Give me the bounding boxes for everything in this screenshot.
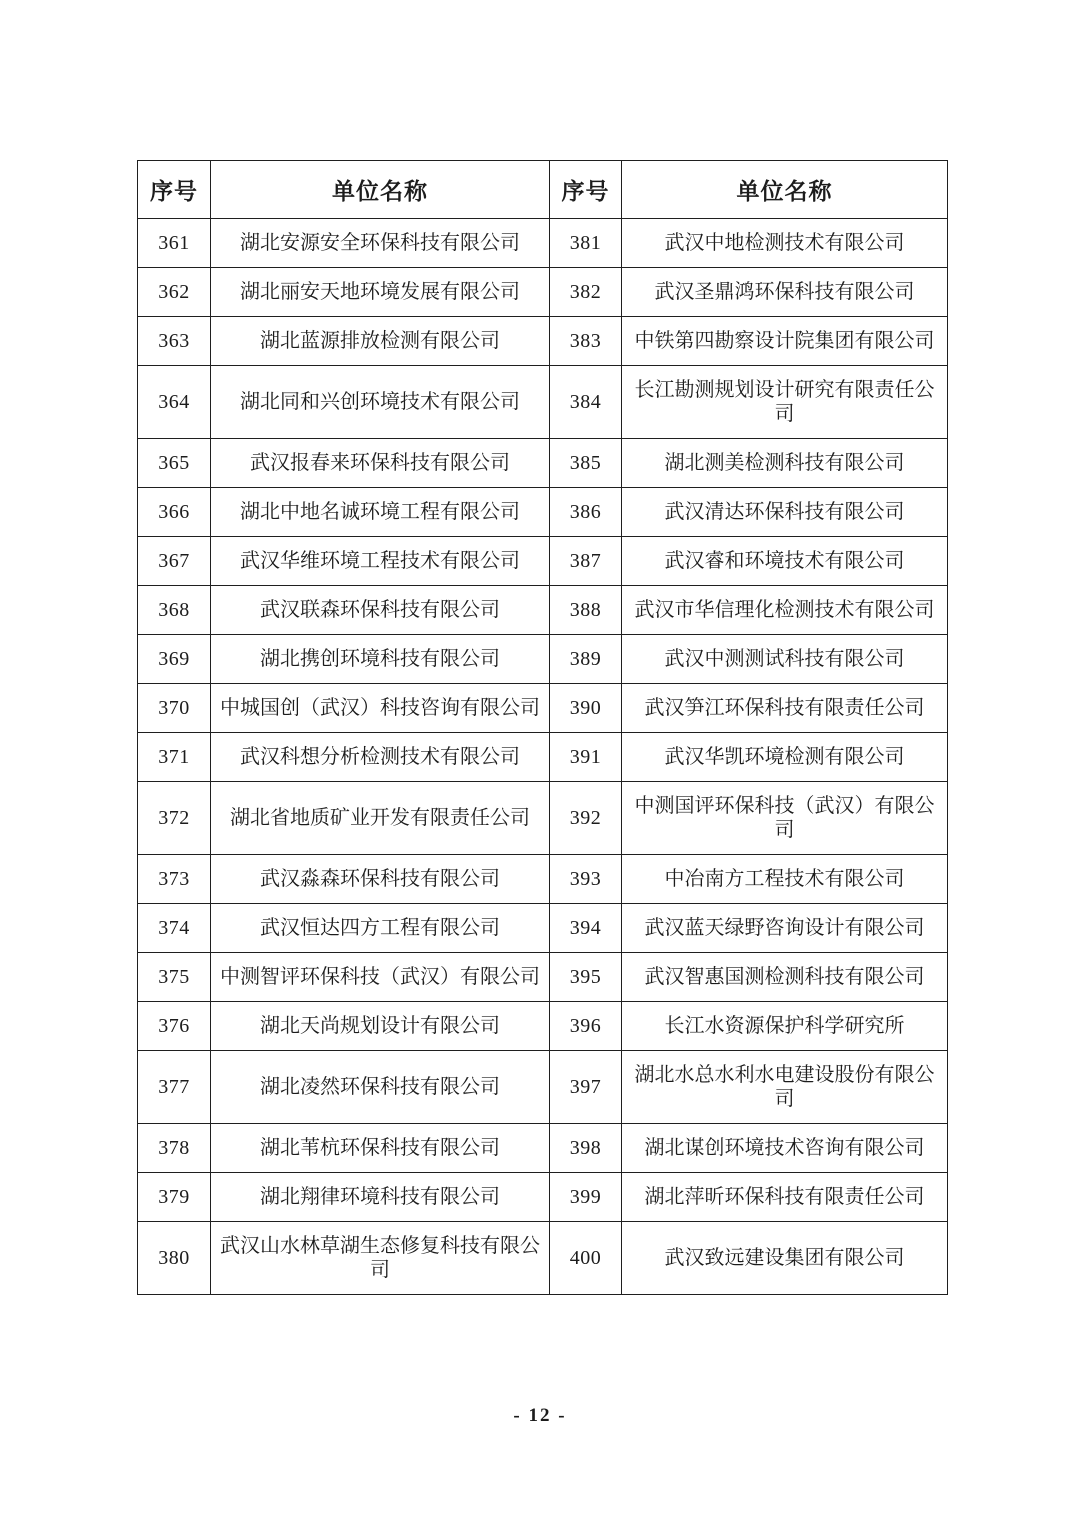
company-name-cell: 中测国评环保科技（武汉）有限公司: [622, 782, 948, 855]
table-row: [138, 317, 948, 366]
table-row: [138, 1222, 948, 1295]
serial-cell: 365: [138, 439, 211, 488]
serial-cell: 397: [550, 1051, 622, 1124]
table-row: [138, 684, 948, 733]
company-name-cell: 湖北天尚规划设计有限公司: [211, 1002, 550, 1051]
serial-cell: 373: [138, 855, 211, 904]
serial-cell: 387: [550, 537, 622, 586]
serial-cell: 398: [550, 1124, 622, 1173]
serial-cell: 374: [138, 904, 211, 953]
serial-cell: 383: [550, 317, 622, 366]
table-row: [138, 586, 948, 635]
company-name-cell: 武汉山水林草湖生态修复科技有限公司: [211, 1222, 550, 1295]
company-name-cell: 武汉中测测试科技有限公司: [622, 635, 948, 684]
company-name-cell: 中铁第四勘察设计院集团有限公司: [622, 317, 948, 366]
company-name-cell: 湖北苇杭环保科技有限公司: [211, 1124, 550, 1173]
company-name-cell: 武汉恒达四方工程有限公司: [211, 904, 550, 953]
company-name-cell: 武汉报春来环保科技有限公司: [211, 439, 550, 488]
table-row: [138, 733, 948, 782]
company-name-cell: 武汉笋江环保科技有限责任公司: [622, 684, 948, 733]
header-row: [138, 161, 948, 219]
header-name-right: 单位名称: [622, 161, 948, 219]
company-name-cell: 武汉圣鼎鸿环保科技有限公司: [622, 268, 948, 317]
company-name-cell: 长江勘测规划设计研究有限责任公司: [622, 366, 948, 439]
company-name-cell: 湖北蓝源排放检测有限公司: [211, 317, 550, 366]
company-list-table: [137, 160, 948, 1295]
company-name-cell: 湖北翔律环境科技有限公司: [211, 1173, 550, 1222]
serial-cell: 368: [138, 586, 211, 635]
serial-cell: 370: [138, 684, 211, 733]
company-name-cell: 中冶南方工程技术有限公司: [622, 855, 948, 904]
company-name-cell: 武汉智惠国测检测科技有限公司: [622, 953, 948, 1002]
page-number: - 12 -: [513, 1405, 567, 1426]
table-row: [138, 635, 948, 684]
serial-cell: 392: [550, 782, 622, 855]
company-name-cell: 湖北凌然环保科技有限公司: [211, 1051, 550, 1124]
serial-cell: 393: [550, 855, 622, 904]
serial-cell: 380: [138, 1222, 211, 1295]
table-row: [138, 537, 948, 586]
table-row: [138, 488, 948, 537]
serial-cell: 390: [550, 684, 622, 733]
serial-cell: 384: [550, 366, 622, 439]
serial-cell: 378: [138, 1124, 211, 1173]
company-name-cell: 中城国创（武汉）科技咨询有限公司: [211, 684, 550, 733]
serial-cell: 367: [138, 537, 211, 586]
table-row: [138, 1002, 948, 1051]
serial-cell: 394: [550, 904, 622, 953]
company-name-cell: 武汉睿和环境技术有限公司: [622, 537, 948, 586]
serial-cell: 388: [550, 586, 622, 635]
company-name-cell: 中测智评环保科技（武汉）有限公司: [211, 953, 550, 1002]
table-row: [138, 904, 948, 953]
serial-cell: 395: [550, 953, 622, 1002]
serial-cell: 362: [138, 268, 211, 317]
company-name-cell: 湖北安源安全环保科技有限公司: [211, 219, 550, 268]
table-row: [138, 953, 948, 1002]
serial-cell: 361: [138, 219, 211, 268]
header-serial-right: 序号: [550, 161, 622, 219]
table-row: [138, 855, 948, 904]
company-name-cell: 湖北省地质矿业开发有限责任公司: [211, 782, 550, 855]
serial-cell: 379: [138, 1173, 211, 1222]
serial-cell: 381: [550, 219, 622, 268]
serial-cell: 364: [138, 366, 211, 439]
serial-cell: 385: [550, 439, 622, 488]
company-name-cell: 湖北谋创环境技术咨询有限公司: [622, 1124, 948, 1173]
company-name-cell: 湖北携创环境科技有限公司: [211, 635, 550, 684]
table-row: [138, 268, 948, 317]
serial-cell: 363: [138, 317, 211, 366]
serial-cell: 369: [138, 635, 211, 684]
company-name-cell: 武汉中地检测技术有限公司: [622, 219, 948, 268]
table-row: [138, 439, 948, 488]
company-name-cell: 武汉致远建设集团有限公司: [622, 1222, 948, 1295]
serial-cell: 391: [550, 733, 622, 782]
company-name-cell: 湖北中地名诚环境工程有限公司: [211, 488, 550, 537]
header-name-left: 单位名称: [211, 161, 550, 219]
table-row: [138, 1051, 948, 1124]
company-name-cell: 武汉华维环境工程技术有限公司: [211, 537, 550, 586]
table-row: [138, 1173, 948, 1222]
company-name-cell: 湖北丽安天地环境发展有限公司: [211, 268, 550, 317]
table-row: [138, 782, 948, 855]
serial-cell: 376: [138, 1002, 211, 1051]
company-name-cell: 湖北同和兴创环境技术有限公司: [211, 366, 550, 439]
company-name-cell: 湖北测美检测科技有限公司: [622, 439, 948, 488]
serial-cell: 377: [138, 1051, 211, 1124]
table-row: [138, 1124, 948, 1173]
serial-cell: 399: [550, 1173, 622, 1222]
company-name-cell: 长江水资源保护科学研究所: [622, 1002, 948, 1051]
table-row: [138, 219, 948, 268]
company-name-cell: 武汉蓝天绿野咨询设计有限公司: [622, 904, 948, 953]
table-header: [138, 161, 948, 219]
company-name-cell: 武汉华凯环境检测有限公司: [622, 733, 948, 782]
table-body: [138, 219, 948, 1295]
company-name-cell: 武汉联森环保科技有限公司: [211, 586, 550, 635]
company-name-cell: 湖北萍昕环保科技有限责任公司: [622, 1173, 948, 1222]
serial-cell: 375: [138, 953, 211, 1002]
serial-cell: 371: [138, 733, 211, 782]
serial-cell: 400: [550, 1222, 622, 1295]
company-name-cell: 武汉清达环保科技有限公司: [622, 488, 948, 537]
serial-cell: 396: [550, 1002, 622, 1051]
serial-cell: 386: [550, 488, 622, 537]
serial-cell: 389: [550, 635, 622, 684]
company-name-cell: 武汉淼森环保科技有限公司: [211, 855, 550, 904]
table-row: [138, 366, 948, 439]
company-name-cell: 武汉市华信理化检测技术有限公司: [622, 586, 948, 635]
serial-cell: 366: [138, 488, 211, 537]
header-serial-left: 序号: [138, 161, 211, 219]
serial-cell: 372: [138, 782, 211, 855]
company-name-cell: 湖北水总水利水电建设股份有限公司: [622, 1051, 948, 1124]
company-name-cell: 武汉科想分析检测技术有限公司: [211, 733, 550, 782]
serial-cell: 382: [550, 268, 622, 317]
